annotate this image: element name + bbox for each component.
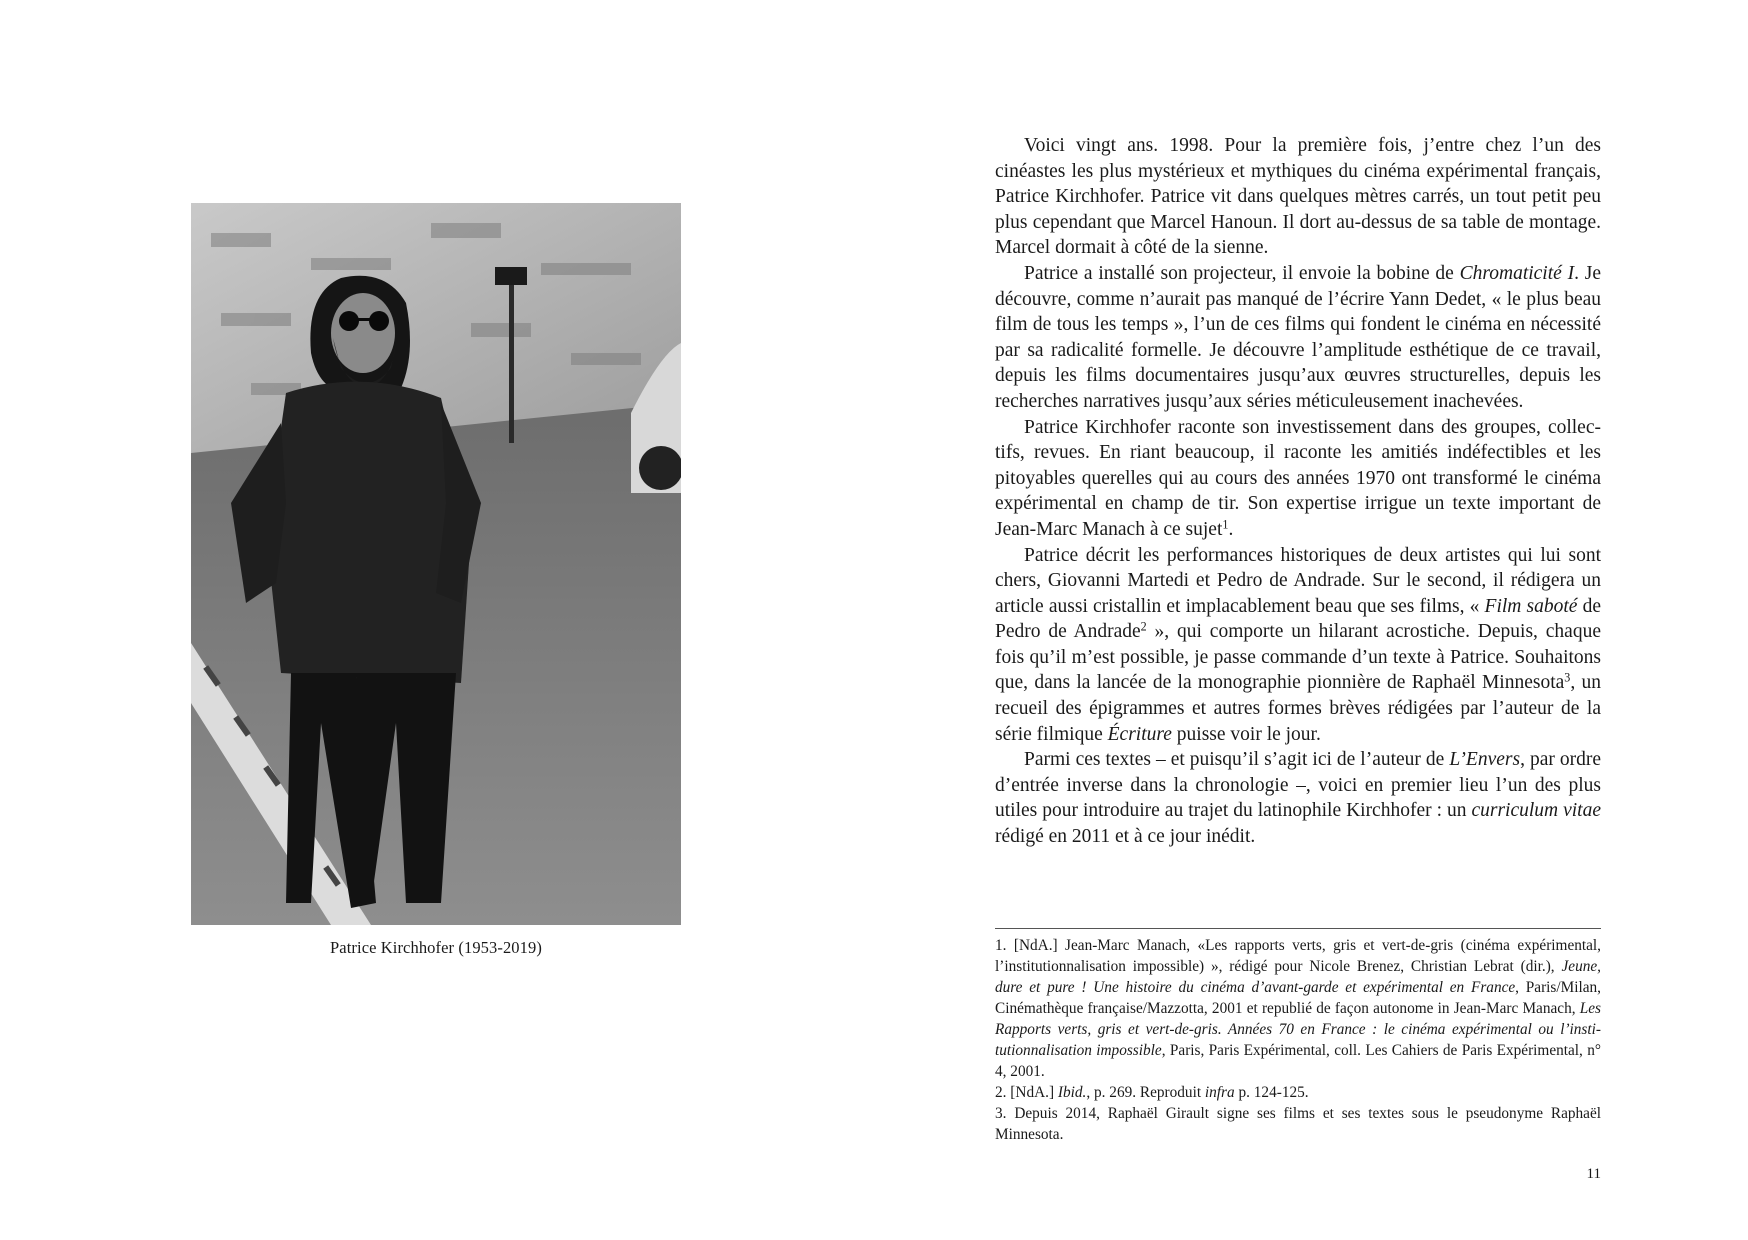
footnote-ref: 1 [1222, 517, 1229, 532]
footnote-1 [995, 935, 1601, 1082]
italic-text: Film saboté [1484, 595, 1578, 617]
footnote-separator [995, 928, 1601, 929]
text-run: Patrice décrit les performances historiques de deux artistes qui lui sont chers, Giovanni Martedi et Pedro de Andrade. Sur le second, il rédigera un article aussi cristallin et implacablement beau que ses films, « [995, 544, 1601, 617]
photo-caption: Patrice Kirchhofer (1953-2019) [330, 938, 542, 957]
text-run: , p. 269. Reproduit [1086, 1084, 1205, 1101]
italic-text: curriculum vitae [1471, 800, 1601, 822]
paragraph-3 [995, 415, 1601, 543]
text-run: Patrice Kirchhofer raconte son investissement dans des groupes, collectifs, revues. En riant beaucoup, il raconte les amitiés indéfectibles et les pitoyables querelles qui au cours des années 1970 ont transformé le cinéma expérimental en champ de tir. Son expertise irrigue un texte important de Jean-Marc Manach à ce sujet [995, 416, 1601, 540]
text-run: , Paris, Paris Expérimental, coll. Les Cahiers de Paris Expérimental, n° 4, 2001. [995, 1042, 1602, 1080]
paragraph-5 [995, 747, 1601, 849]
footnote-2 [995, 1082, 1601, 1103]
italic-text: Chromaticité I [1459, 262, 1575, 284]
text-run: », qui comporte un hilarant acrostiche. Depuis, chaque fois qu’il m’est possible, je passe commande d’un texte à Patrice. Souhaitons que, dans la lancée de la monographie pionnière de Raphaël Minnesota [995, 621, 1601, 694]
text-run: , un recueil des épigrammes et autres formes brèves rédigées par l’auteur de la série filmique [995, 672, 1602, 745]
footnotes [995, 935, 1601, 1145]
text-run: p. 124-125. [1234, 1084, 1309, 1101]
text-run: , Paris/Milan, Cinémathèque française/Mazzotta, 2001 et republié de façon autonome in Jean-Marc Manach, [995, 979, 1601, 1017]
paragraph-1 [995, 133, 1601, 261]
footnote-3 [995, 1103, 1601, 1145]
italic-text: L’Envers [1449, 749, 1521, 771]
text-run: Patrice a installé son projecteur, il envoie la bobine de [1024, 262, 1460, 284]
text-run: rédigé en 2011 et à ce jour inédit. [995, 826, 1256, 848]
text-run: 2. [NdA.] [995, 1084, 1058, 1101]
body-text [995, 133, 1601, 850]
text-run: Voici vingt ans. 1998. Pour la première fois, j’entre chez l’un des cinéastes les plus mystérieux et mythiques du cinéma expérimental français, Patrice Kirchhofer. Patrice vit dans quelques mètres carrés, un tout petit peu plus cependant que Marcel Hanoun. Il dort au-dessus de sa table de montage. Marcel dormait à côté de la sienne. [995, 135, 1601, 259]
page-number: 11 [1586, 1166, 1601, 1182]
text-run: Parmi ces textes – et puisqu’il s’agit ici de l’auteur de [1024, 749, 1450, 771]
paragraph-4 [995, 543, 1601, 748]
text-run: de Pedro de Andrade [995, 595, 1601, 643]
text-run: . [1228, 518, 1234, 540]
text-run: 3. Depuis 2014, Raphaël Girault signe ses films et ses textes sous le pseudonyme Raphaël Minnesota. [995, 1105, 1601, 1143]
text-run: , par ordre d’entrée inverse dans la chronologie –, voici en premier lieu l’un des plus utiles pour introduire au trajet du latinophile Kirchhofer : un [995, 749, 1601, 822]
footnote-ref: 3 [1564, 670, 1571, 685]
italic-text: Ibid. [1057, 1084, 1087, 1101]
text-run: puisse voir le jour. [1171, 723, 1321, 745]
italic-text: Écriture [1107, 723, 1172, 745]
portrait-photo-image [191, 203, 681, 925]
italic-text: Jeune, dure et pure ! Une histoire du cinéma d’avant-garde et expérimental en France [995, 958, 1601, 996]
paragraph-2 [995, 261, 1601, 415]
footnote-ref: 2 [1140, 619, 1147, 634]
italic-text: Les Rapports verts, gris et vert-de-gris. Années 70 en France : le cinéma expérimental ou l’institutionnalisation impossible [995, 1000, 1601, 1059]
portrait-photo [191, 203, 681, 925]
text-run: 1. [NdA.] Jean-Marc Manach, «Les rapports verts, gris et vert-de-gris (cinéma expérimental, l’institutionnalisation impossible) », rédigé pour Nicole Brenez, Christian Lebrat (dir.), [995, 937, 1601, 975]
text-run: . Je découvre, comme n’aurait pas manqué de l’écrire Yann Dedet, « le plus beau film de tous les temps », l’un de ces films qui fondent le cinéma en nécessité par sa radicalité formelle. Je découvre l’amplitude esthétique de ce travail, depuis les films documentaires jusqu’aux œuvres structurelles, depuis les recherches narratives jusqu’aux séries méticuleusement inachevées. [995, 262, 1601, 412]
italic-text: infra [1204, 1084, 1235, 1101]
